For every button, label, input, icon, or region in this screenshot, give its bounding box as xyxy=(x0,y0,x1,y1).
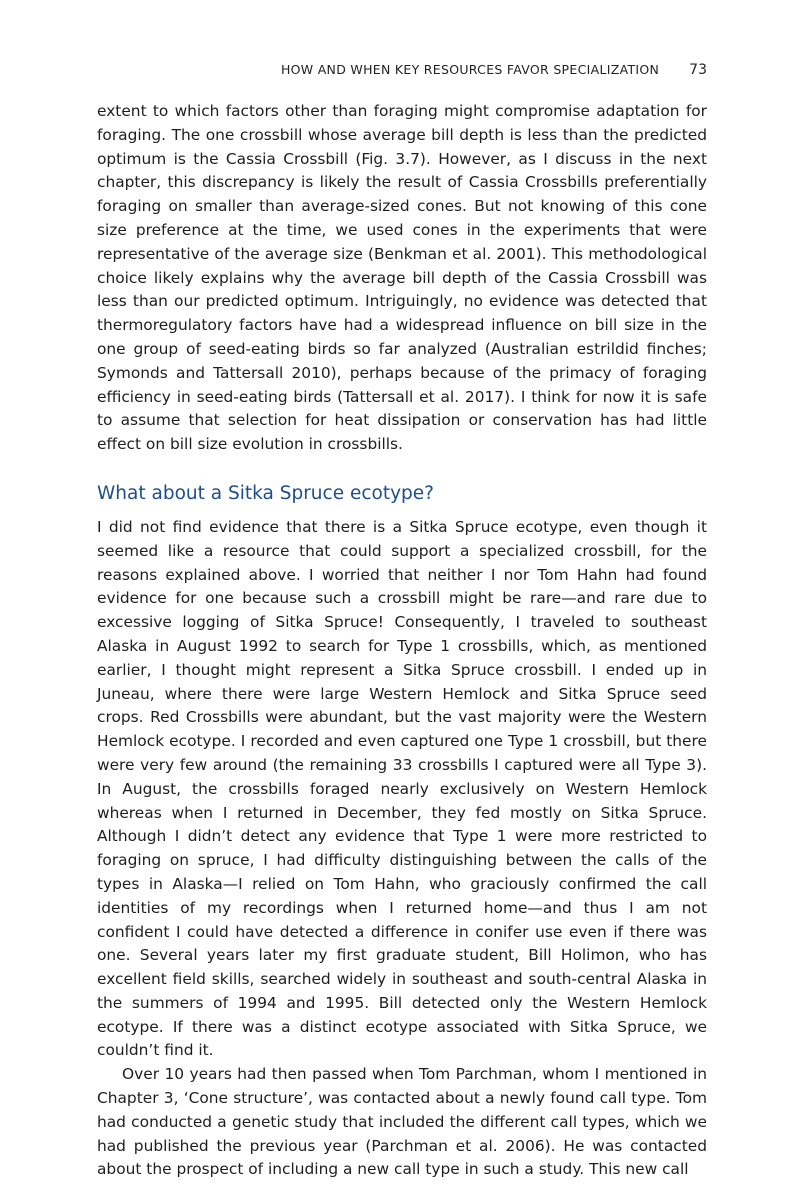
running-title: HOW AND WHEN KEY RESOURCES FAVOR SPECIALIZATION xyxy=(280,62,660,77)
running-head xyxy=(97,62,707,78)
paragraph-continuation: extent to which factors other than foraging might compromise adaptation for foraging. The one crossbill whose average bill depth is less than the predicted optimum is the Cassia Crossbill (Fig. 3.7). However, as I discuss in the next chapter, this discrepancy is likely the result of Cassia Crossbills preferentially foraging on smaller than average-sized cones. But not knowing of this cone size preference at the time, we used cones in the experiments that were representative of the average size (Benkman et al. 2001). This methodological choice likely explains why the average bill depth of the Cassia Crossbill was less than our predicted optimum. Intriguingly, no evidence was detected that thermoregulatory factors have had a widespread influence on bill size in the one group of seed-eating birds so far analyzed (Australian estrildid finches; Symonds and Tattersall 2010), perhaps because of the primacy of foraging efficiency in seed-eating birds (Tattersall et al. 2017). I think for now it is safe to assume that selection for heat dissipation or conservation has had little effect on bill size evolution in crossbills. xyxy=(97,102,707,454)
section-heading: What about a Sitka Spruce ecotype? xyxy=(97,482,434,504)
paragraph-sitka-spruce: I did not find evidence that there is a Sitka Spruce ecotype, even though it seemed like a resource that could support a specialized crossbill, for the reasons explained above. I worried that neither I nor Tom Hahn had found evidence for one because such a crossbill might be rare—and rare due to excessive logging of Sitka Spruce! Consequently, I traveled to southeast Alaska in August 1992 to search for Type 1 crossbills, which, as mentioned earlier, I thought might represent a Sitka Spruce crossbill. I ended up in Juneau, where there were large Western Hemlock and Sitka Spruce seed crops. Red Crossbills were abundant, but the vast majority were the Western Hemlock ecotype. I recorded and even captured one Type 1 crossbill, but there were very few around (the remaining 33 crossbills I captured were all Type 3). In August, the crossbills foraged nearly exclusively on Western Hemlock whereas when I returned in December, they fed mostly on Sitka Spruce. Although I didn’t detect any evidence that Type 1 were more restricted to foraging on spruce, I had difficulty distinguishing between the calls of the types in Alaska—I relied on Tom Hahn, who graciously confirmed the call identities of my recordings when I returned home—and thus I am not confident I could have detected a difference in conifer use even if there was one. Several years later my first graduate student, Bill Holimon, who has excellent field skills, searched widely in southeast and south-central Alaska in the summers of 1994 and 1995. Bill detected only the Western Hemlock ecotype. If there was a distinct ecotype associated with Sitka Spruce, we couldn’t find it. xyxy=(97,517,707,1060)
body-text xyxy=(97,100,707,1182)
paragraph-parchman: Over 10 years had then passed when Tom Parchman, whom I mentioned in Chapter 3, ‘Cone structure’, was contacted about a newly found call type. Tom had conducted a genetic study that included the different call types, which we had published the previous year (Parchman et al. 2006). He was contacted about the prospect of including a new call type in such a study. This new call xyxy=(97,1065,707,1179)
page-number: 73 xyxy=(689,62,707,78)
